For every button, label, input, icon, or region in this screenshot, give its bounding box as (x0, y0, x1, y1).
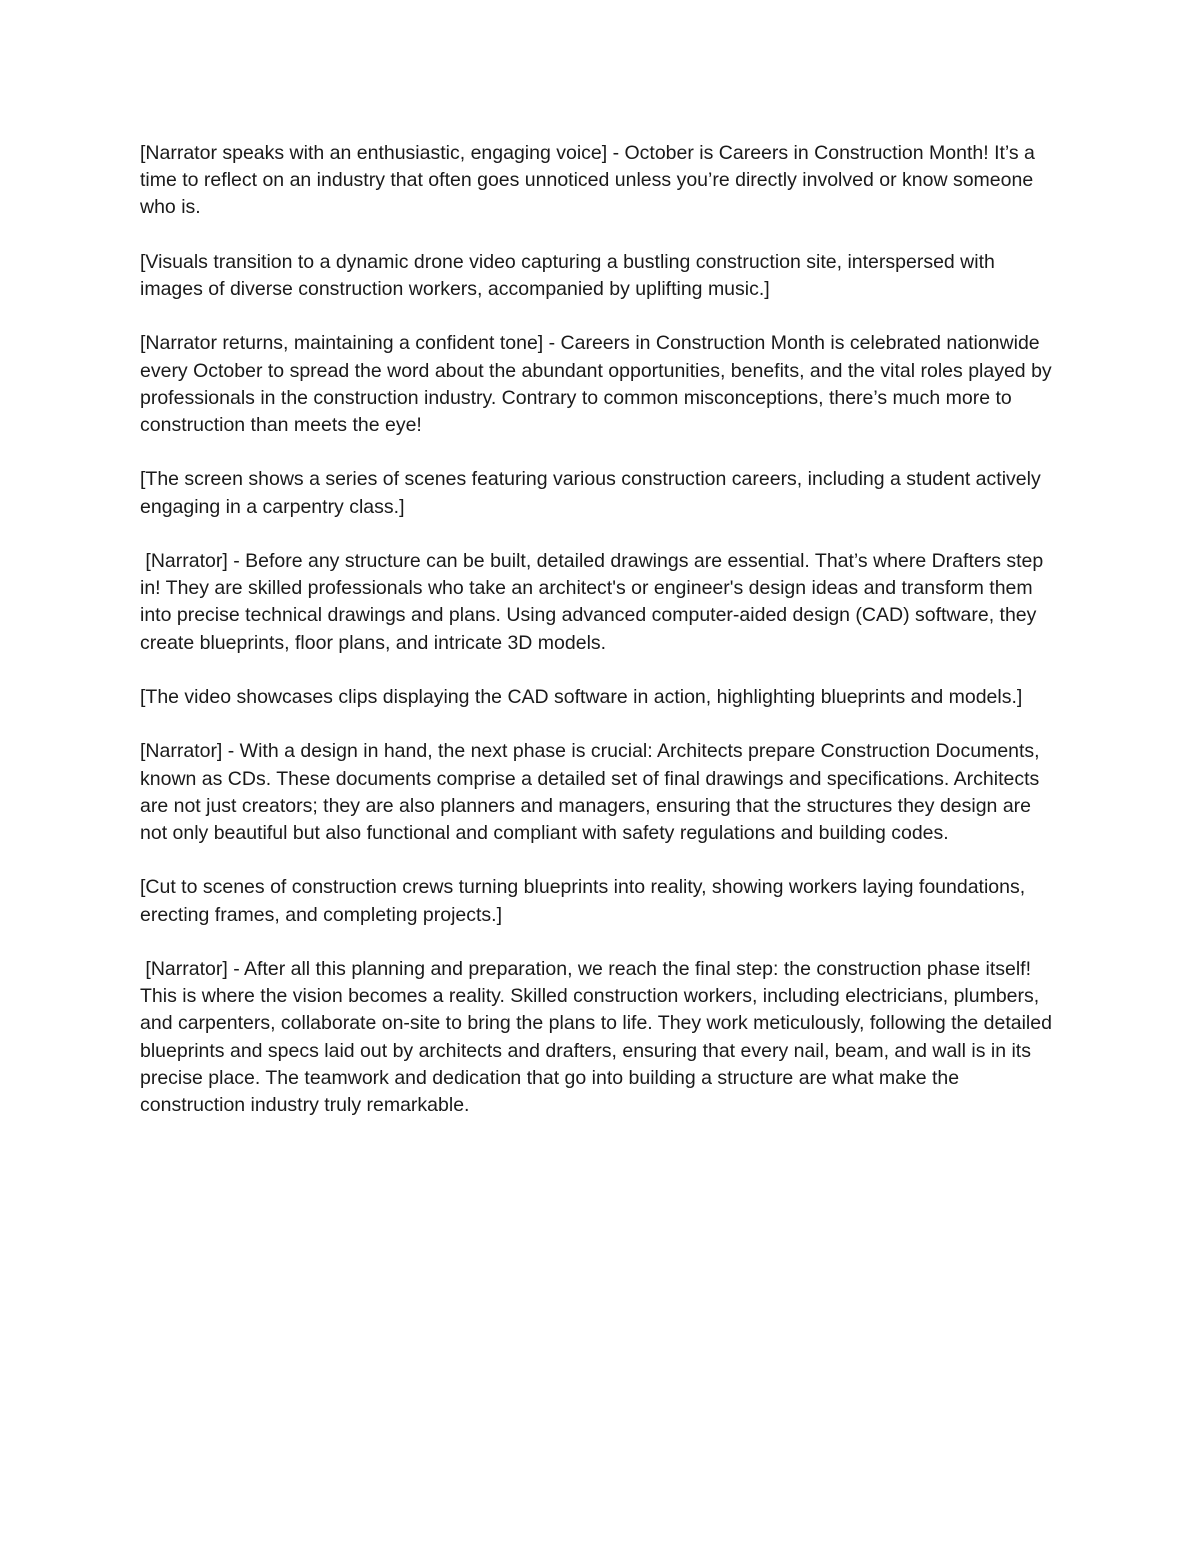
paragraph-screen-scenes: [The screen shows a series of scenes featuring various construction careers, including a student actively engaging in a carpentry class.] (140, 468, 1047, 518)
document-body (140, 140, 1060, 1146)
paragraph-construction-crews: [Cut to scenes of construction crews turning blueprints into reality, showing workers laying foundations, erecting frames, and completing projects.] (140, 876, 1031, 926)
paragraph-drafters: [Narrator] - Before any structure can be built, detailed drawings are essential. That’s where Drafters step in! They are skilled professionals who take an architect's or engineer's design ideas and transform them into precise technical drawings and plans. Using advanced computer-aided design (CAD) software, they create blueprints, floor plans, and intricate 3D models. (140, 549, 1049, 654)
paragraph-intro: [Narrator speaks with an enthusiastic, engaging voice] - October is Careers in Construction Month! It’s a time to reflect on an industry that often goes unnoticed unless you’re directly involved or know someone who is. (140, 142, 1041, 219)
paragraph-narrator-returns: [Narrator returns, maintaining a confident tone] - Careers in Construction Month is celebrated nationwide every October to spread the word about the abundant opportunities, benefits, and the vital roles played by professionals in the construction industry. Contrary to common misconceptions, there’s much more to construction than meets the eye! (140, 332, 1058, 436)
paragraph-cad-clips: [The video showcases clips displaying the CAD software in action, highlighting blueprints and models.] (140, 685, 1023, 708)
paragraph-construction-phase: [Narrator] - After all this planning and preparation, we reach the final step: the construction phase itself! This is where the vision becomes a reality. Skilled construction workers, including electricians, plumbers, and carpenters, collaborate on-site to bring the plans to life. They work meticulously, following the detailed blueprints and specs laid out by architects and drafters, ensuring that every nail, beam, and wall is in its precise place. The teamwork and dedication that go into building a structure are what make the construction industry truly remarkable. (140, 957, 1058, 1116)
paragraph-architects: [Narrator] - With a design in hand, the next phase is crucial: Architects prepare Construction Documents, known as CDs. These documents comprise a detailed set of final drawings and specifications. Architects are not just creators; they are also planners and managers, ensuring that the structures they design are not only beautiful but also functional and compliant with safety regulations and building codes. (140, 740, 1046, 844)
paragraph-visuals-drone: [Visuals transition to a dynamic drone video capturing a bustling construction site, interspersed with images of diverse construction workers, accompanied by uplifting music.] (140, 250, 1001, 300)
